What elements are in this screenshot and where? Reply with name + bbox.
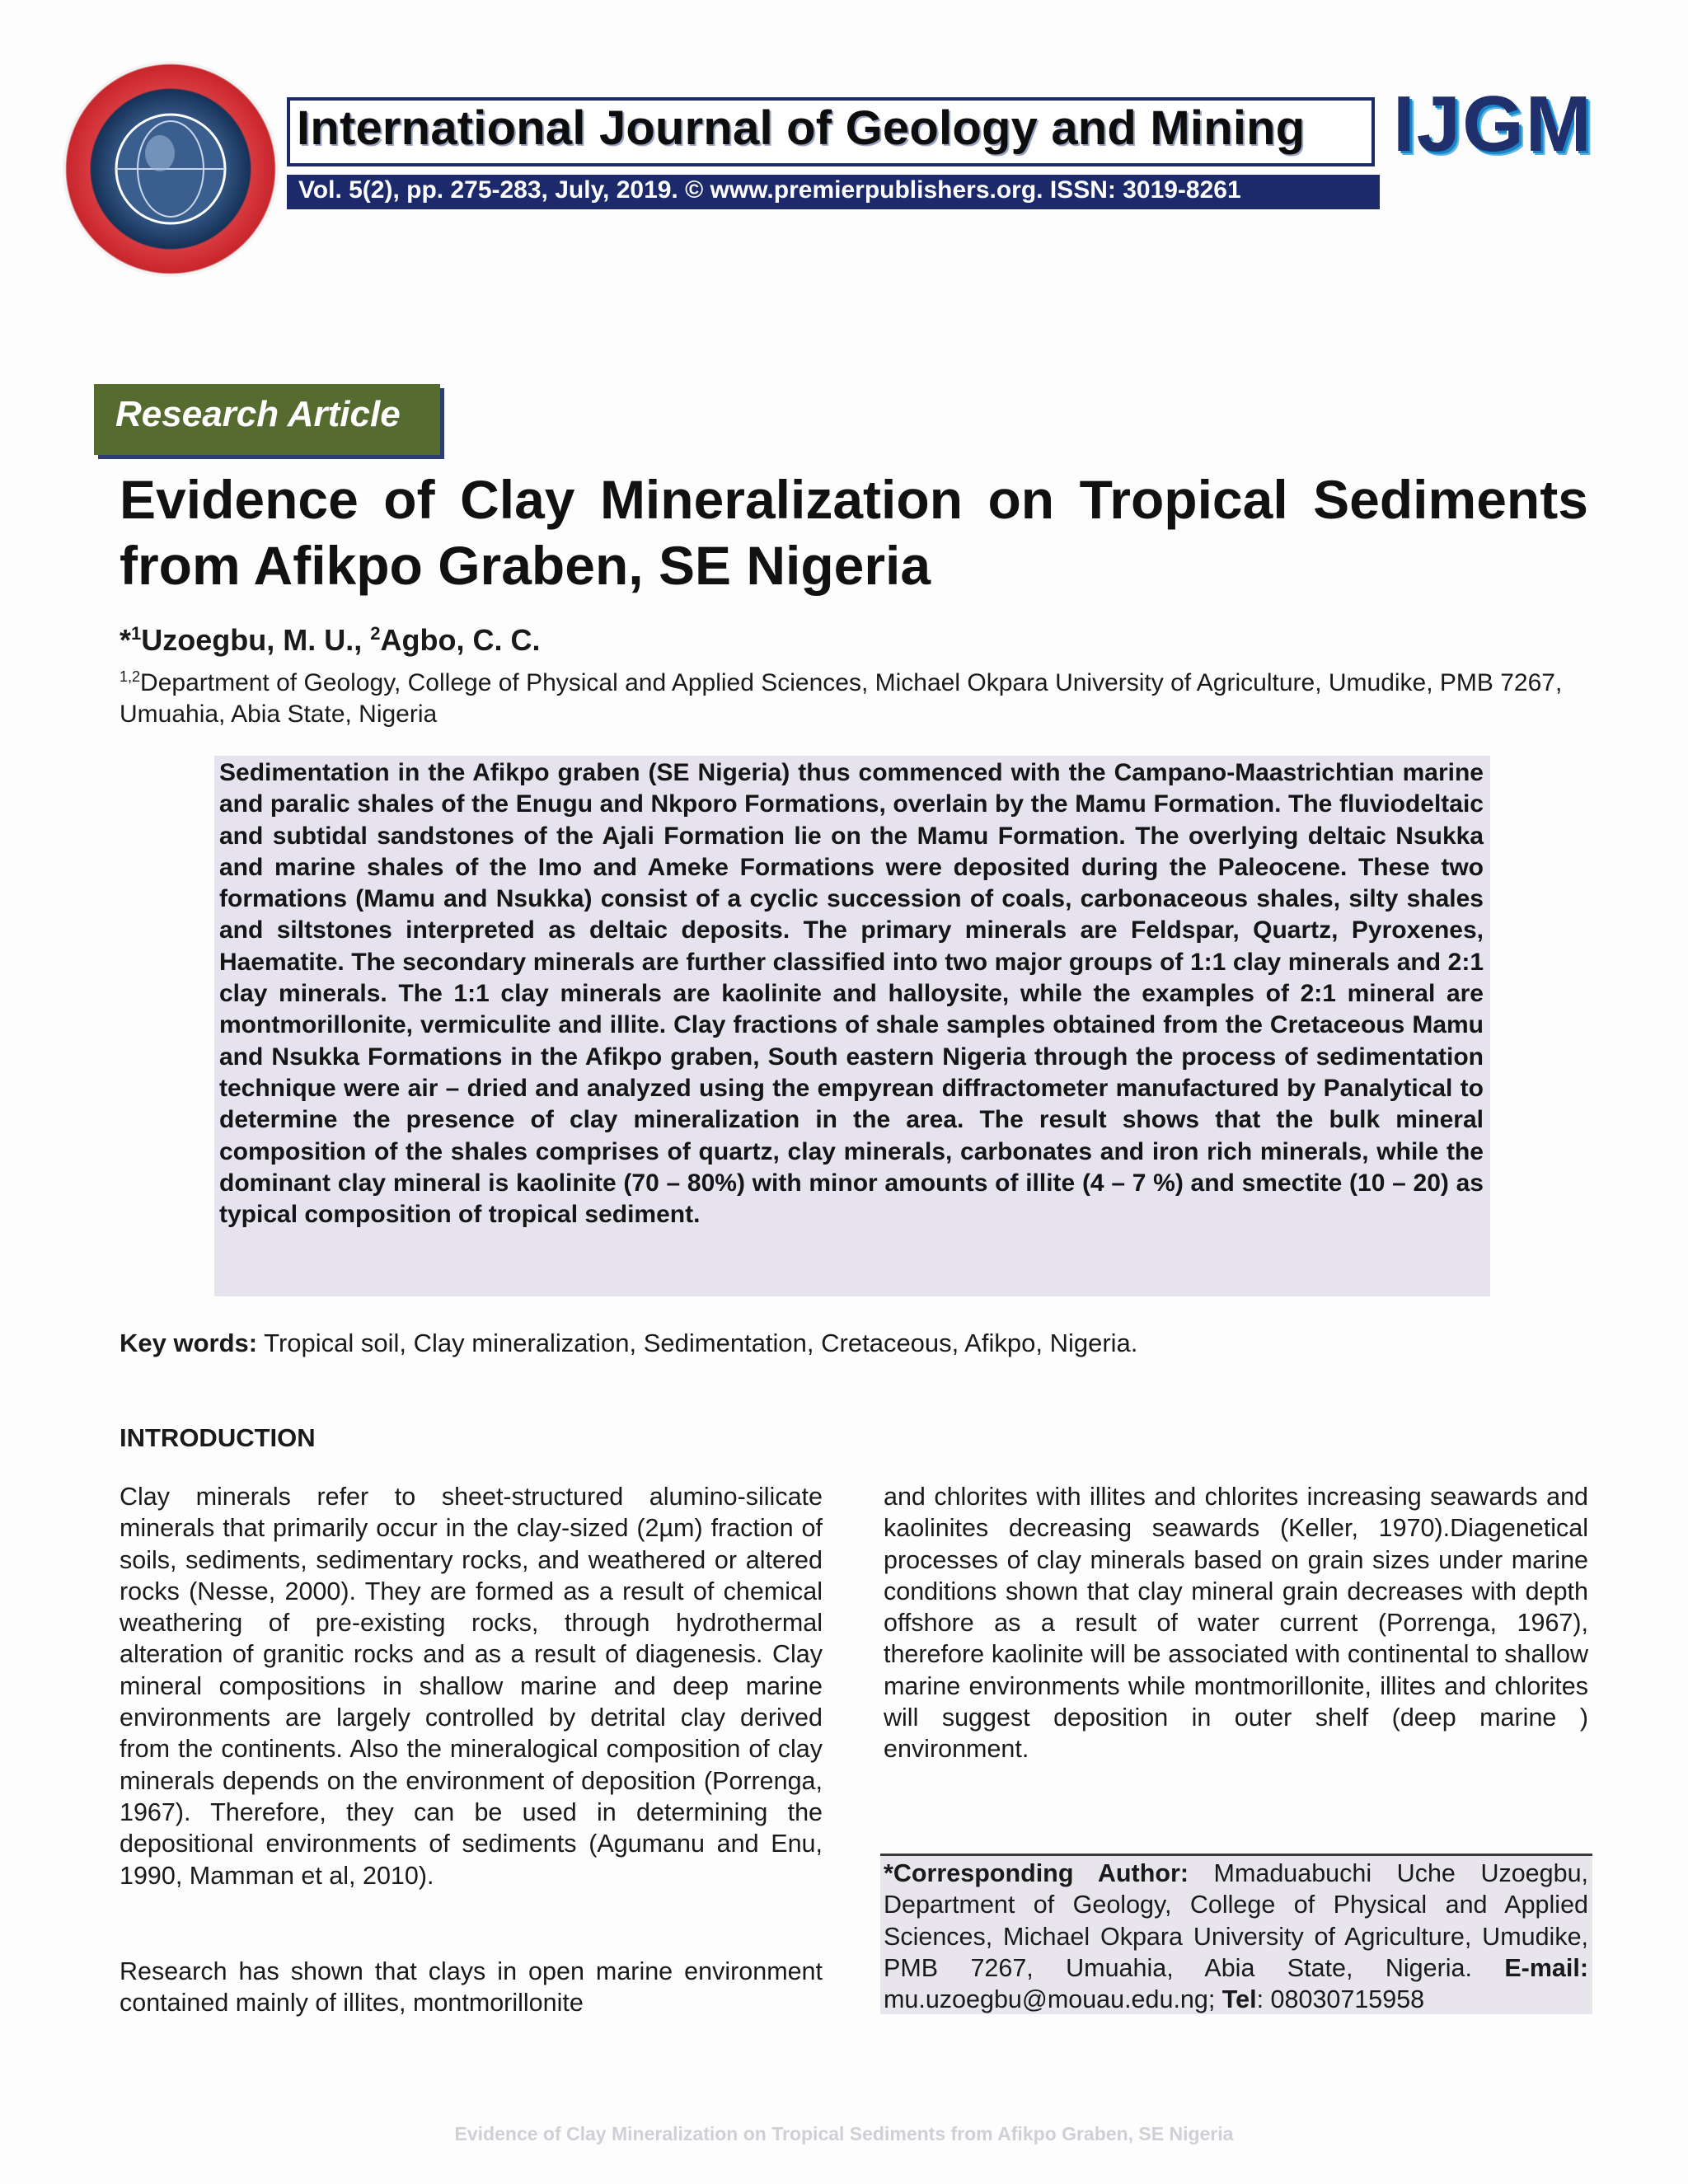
- title-word: Tropical: [1079, 469, 1288, 530]
- keywords-label: Key words:: [120, 1329, 258, 1357]
- title-word: Clay: [460, 469, 575, 530]
- corresponding-marker: *: [120, 623, 132, 657]
- author-affil-sup: 2: [370, 623, 381, 644]
- tel-number: : 08030715958: [1256, 1985, 1425, 2014]
- abstract: Sedimentation in the Afikpo graben (SE Nigeria) thus commenced with the Campano-Maastrichtian marine and paralic shales of the Enugu and Nkporo Formations, overlain by the Mamu Formation. The fluviodeltaic and subtidal sandstones of the Ajali Formation lie on the Mamu Formation. The overlying deltaic Nsukka and marine shales of the Imo and Ameke Formations were deposited during the Paleocene. These two formations (Mamu and Nsukka) consist of a cyclic succession of coals, carbonaceous shales, silty shales and siltstones interpreted as deltaic deposits. The primary minerals are Feldspar, Quartz, Pyroxenes, Haematite. The secondary minerals are further classified into two major groups of 1:1 clay minerals and 2:1 clay minerals. The 1:1 clay minerals are kaolinite and halloysite, while the examples of 2:1 mineral are montmorillonite, vermiculite and illite. Clay fractions of shale samples obtained from the Cretaceous Mamu and Nsukka Formations in the Afikpo graben, South eastern Nigeria through the process of sedimentation technique were air – dried and analyzed using the empyrean diffractometer manufactured by Panalytical to determine the presence of clay mineralization in the area. The result shows that the bulk mineral composition of the shales comprises of quartz, clay minerals, carbonates and iron rich minerals, while the dominant clay mineral is kaolinite (70 – 80%) with minor amounts of illite (4 – 7 %) and smectite (10 – 20) as typical composition of tropical sediment.: [219, 759, 1484, 1229]
- affiliation-text: Department of Geology, College of Physical and Applied Sciences, Michael Okpara University of Agriculture, Umudike, PMB 7267, Umuahia, Abia State, Nigeria: [120, 669, 1563, 728]
- affiliation-sup: 1,2: [120, 668, 141, 685]
- title-word: on: [987, 469, 1055, 530]
- corresponding-author: [884, 1858, 1588, 2015]
- paper-title: [120, 466, 1588, 598]
- author-list: [120, 623, 540, 658]
- paragraph: Research has shown that clays in open marine environment contained mainly of illites, montmorillonite: [120, 1957, 823, 2018]
- corresponding-text: Mmaduabuchi Uche Uzoegbu, Department of Geology, College of Physical and Applied Sciences, Michael Okpara University of Agriculture, Umudike, PMB 7267, Umuahia, Abia State, Nigeria.: [884, 1859, 1589, 1982]
- title-line-2: from Afikpo Graben, SE Nigeria: [120, 535, 931, 596]
- journal-title: International Journal of Geology and Mining: [297, 101, 1306, 155]
- author-name: Uzoegbu, M. U.,: [141, 623, 371, 657]
- affiliation: [120, 661, 1588, 730]
- email-address: mu.uzoegbu@mouau.edu.ng;: [884, 1985, 1222, 2014]
- keywords: [120, 1329, 1137, 1358]
- title-word: Evidence: [120, 469, 359, 530]
- author-affil-sup: 1: [131, 623, 142, 644]
- tel-label: Tel: [1221, 1985, 1257, 2014]
- paragraph: Clay minerals refer to sheet-structured alumino-silicate minerals that primarily occur in the clay-sized (2µm) fraction of soils, sediments, sedimentary rocks, and weathered or altered rocks (Nesse, 2000). They are formed as a result of chemical weathering of pre-existing rocks, through hydrothermal alteration of granitic rocks and as a result of diagenesis. Clay mineral compositions in shallow marine and deep marine environments are largely controlled by detrital clay derived from the continents. Also the mineralogical composition of clay minerals depends on the environment of deposition (Porrenga, 1967). Therefore, they can be used in determining the depositional environments of sediments (Agumanu and Enu, 1990, Mamman et al, 2010).: [120, 1483, 823, 1890]
- running-footer: Evidence of Clay Mineralization on Tropical Sediments from Afikpo Graben, SE Nigeria: [454, 2123, 1234, 2144]
- email-label: E-mail:: [1504, 1953, 1588, 1982]
- paragraph: and chlorites with illites and chlorites increasing seawards and kaolinites decreasing seawards (Keller, 1970).Diagenetical processes of clay minerals based on grain sizes under marine conditions shown that clay mineral grain decreases with depth offshore as a result of water current (Porrenga, 1967), therefore kaolinite will be associated with continental to shallow marine environments while montmorillonite, illites and chlorites will suggest deposition in outer shelf (deep marine ) environment.: [884, 1483, 1588, 1764]
- section-heading: INTRODUCTION: [120, 1423, 316, 1452]
- title-word: Sediments: [1313, 469, 1588, 530]
- issue-line: Vol. 5(2), pp. 275-283, July, 2019. © www.premierpublishers.org. ISSN: 3019-8261: [298, 176, 1241, 204]
- publisher-logo: [63, 61, 279, 277]
- article-type-label: Research Article: [115, 394, 401, 434]
- title-line-1: [120, 466, 1588, 532]
- keywords-text: Tropical soil, Clay mineralization, Sedimentation, Cretaceous, Afikpo, Nigeria.: [257, 1329, 1138, 1357]
- author-name: Agbo, C. C.: [380, 623, 541, 657]
- title-word: of: [383, 469, 435, 530]
- journal-abbreviation: IJGM: [1393, 80, 1593, 168]
- title-word: Mineralization: [599, 469, 964, 530]
- corresponding-label: *Corresponding Author:: [884, 1859, 1189, 1887]
